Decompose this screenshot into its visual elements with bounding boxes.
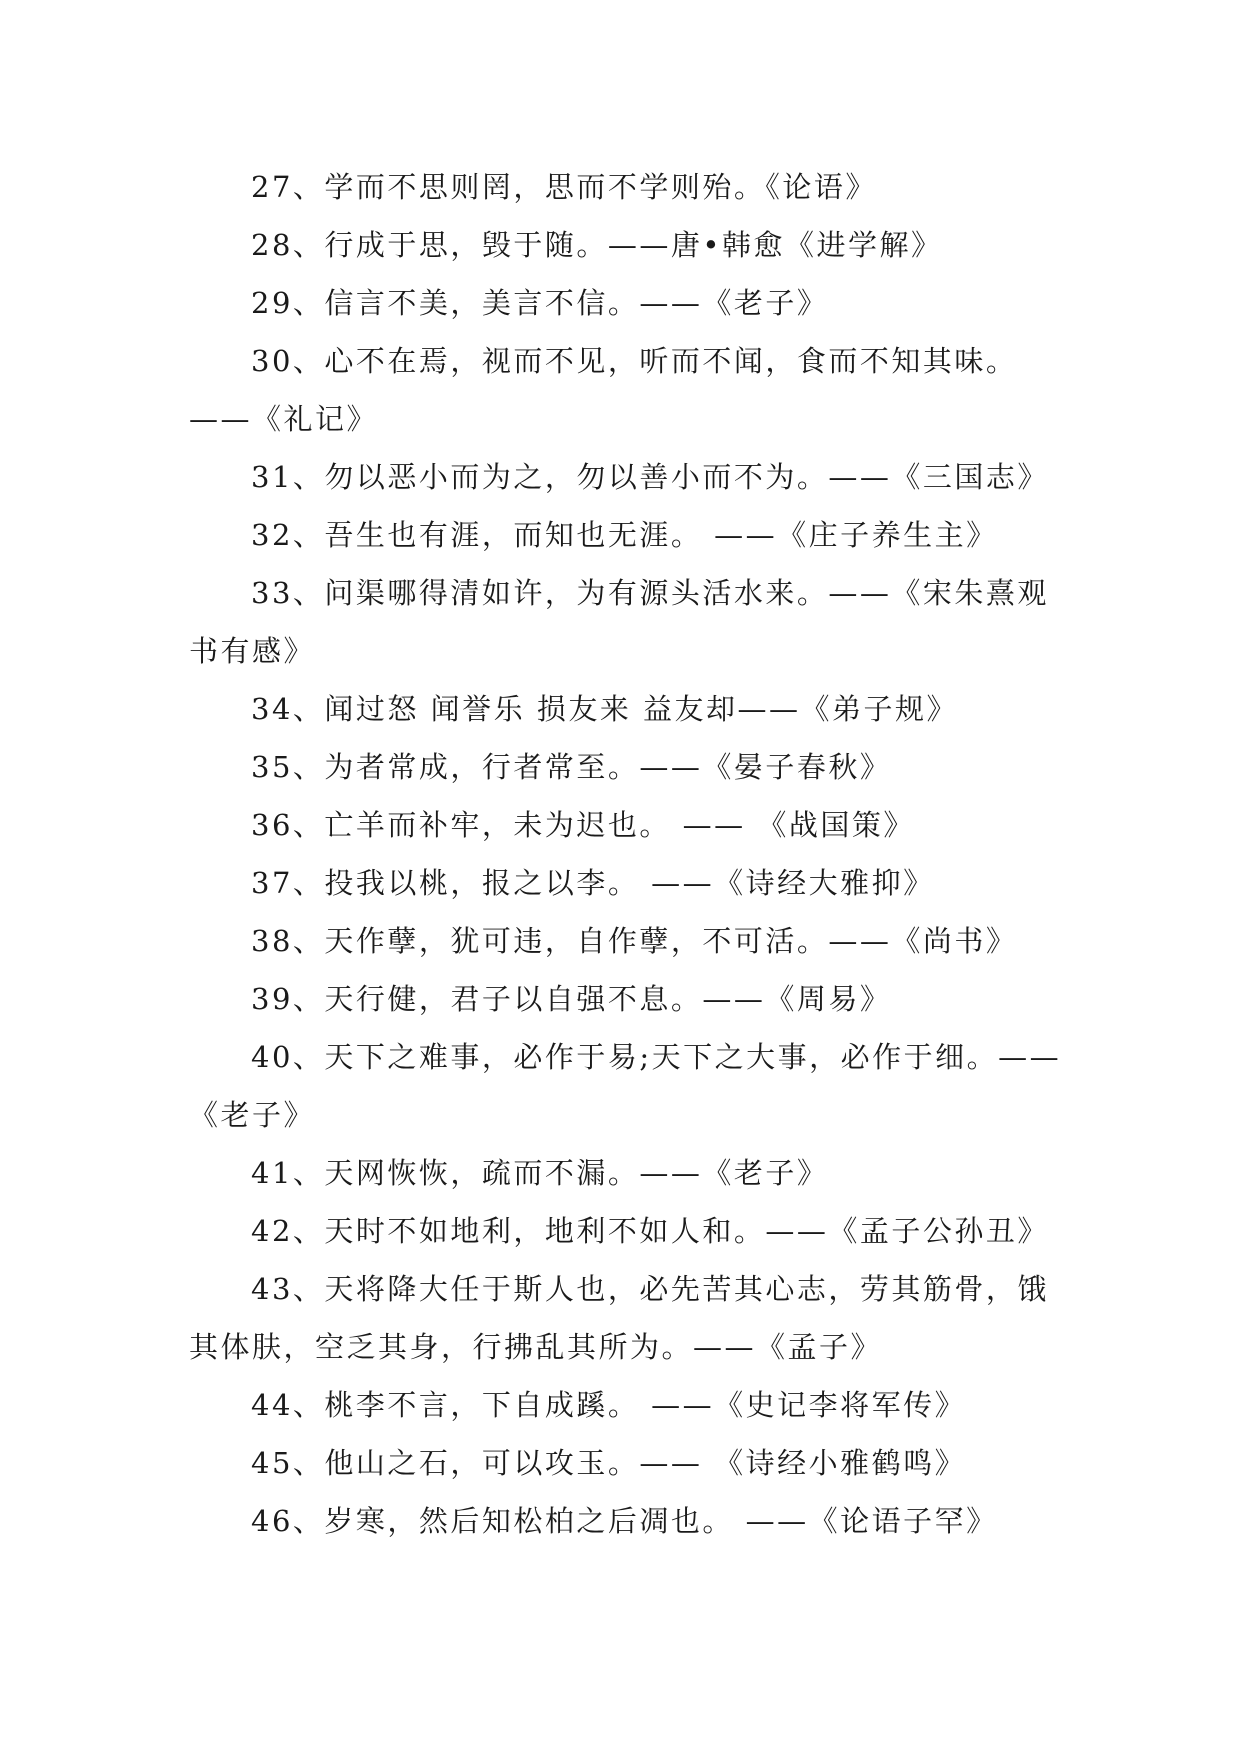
quote-28: 28、行成于思，毁于随。——唐•韩愈《进学解》: [251, 228, 943, 262]
quote-46: 46、岁寒，然后知松柏之后凋也。 ——《论语子罕》: [251, 1504, 998, 1538]
quote-41: 41、天网恢恢，疏而不漏。——《老子》: [251, 1156, 829, 1190]
quote-43: 43、天将降大任于斯人也，必先苦其心志，劳其筋骨，饿其体肤，空乏其身，行拂乱其所为。——《孟子》: [189, 1272, 1049, 1364]
quote-31: 31、勿以恶小而为之，勿以善小而不为。——《三国志》: [251, 460, 1049, 494]
quote-44: 44、桃李不言，下自成蹊。 ——《史记李将军传》: [251, 1388, 967, 1422]
quote-list: [189, 158, 1071, 1550]
quote-30: 30、心不在焉，视而不见，听而不闻，食而不知其味。——《礼记》: [189, 344, 1018, 436]
quote-40: 40、天下之难事，必作于易;天下之大事，必作于细。——《老子》: [189, 1040, 1062, 1132]
quote-27: 27、学而不思则罔，思而不学则殆。《论语》: [251, 170, 877, 204]
quote-42: 42、天时不如地利，地利不如人和。——《孟子公孙丑》: [251, 1214, 1049, 1248]
quote-32: 32、吾生也有涯，而知也无涯。 ——《庄子养生主》: [251, 518, 998, 552]
quote-36: 36、亡羊而补牢，未为迟也。 —— 《战国策》: [251, 808, 915, 842]
quote-38: 38、天作孽，犹可违，自作孽，不可活。——《尚书》: [251, 924, 1018, 958]
quote-35: 35、为者常成，行者常至。——《晏子春秋》: [251, 750, 892, 784]
quote-34: 34、闻过怒 闻誉乐 损友来 益友却——《弟子规》: [251, 692, 959, 726]
quote-33: 33、问渠哪得清如许，为有源头活水来。——《宋朱熹观书有感》: [189, 576, 1049, 668]
quote-45: 45、他山之石，可以攻玉。—— 《诗经小雅鹤鸣》: [251, 1446, 967, 1480]
quote-29: 29、信言不美，美言不信。——《老子》: [251, 286, 829, 320]
quote-39: 39、天行健，君子以自强不息。——《周易》: [251, 982, 892, 1016]
quote-37: 37、投我以桃，报之以李。 ——《诗经大雅抑》: [251, 866, 935, 900]
